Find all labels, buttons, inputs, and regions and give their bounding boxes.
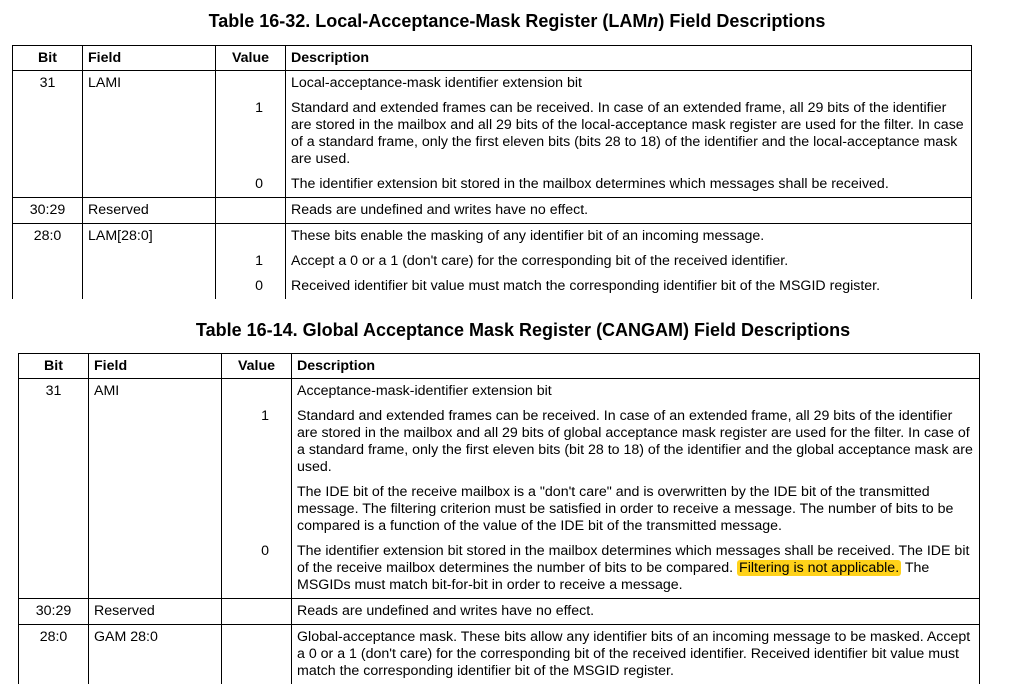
table-row: [19, 480, 980, 539]
description-cell: Global-acceptance mask. These bits allow any identifier bits of an incoming message to be masked. Accept a 0 or a 1 (don't care) for the corresponding bit of the received identifier. Received identifier bit value must match the corresponding identifier bit of the MSGID register.: [292, 625, 980, 685]
value-cell: [222, 599, 292, 625]
description-cell: The IDE bit of the receive mailbox is a "don't care" and is overwritten by the IDE bit of the transmitted message. The filtering criterion must be satisfied in order to receive a message. The number of bits to be compared is a function of the value of the IDE bit of the transmitted message.: [292, 480, 980, 539]
description-cell: Standard and extended frames can be received. In case of an extended frame, all 29 bits of the identifier are stored in the mailbox and all 29 bits of global acceptance mask register are used for the filter. In case of a standard frame, only the first eleven bits (bit 28 to 18) of the identifier and the global acceptance mask are used.: [292, 404, 980, 480]
description-cell: Received identifier bit value must match the corresponding identifier bit of the MSGID register.: [286, 274, 972, 299]
field-cell: Reserved: [89, 599, 222, 625]
description-cell: Acceptance-mask-identifier extension bit: [292, 379, 980, 405]
description-cell: These bits enable the masking of any identifier bit of an incoming message.: [286, 224, 972, 250]
table-row: [13, 71, 972, 97]
header-value: Value: [216, 46, 286, 71]
value-cell: 0: [216, 274, 286, 299]
description-cell: The identifier extension bit stored in the mailbox determines which messages shall be received.: [286, 172, 972, 198]
description-cell: Reads are undefined and writes have no effect.: [292, 599, 980, 625]
table2-header-row: [19, 354, 980, 379]
field-cell: Reserved: [83, 198, 216, 224]
value-cell: [216, 224, 286, 250]
value-cell: 1: [216, 249, 286, 274]
table-row: [13, 249, 972, 274]
value-cell: [222, 480, 292, 539]
description-cell: Standard and extended frames can be received. In case of an extended frame, all 29 bits of the identifier are stored in the mailbox and all 29 bits of the local-acceptance mask register are used for the filter. In case of a standard frame, only the first eleven bits (bits 28 to 18) of the identifier and the local-acceptance mask are used.: [286, 96, 972, 172]
table1: [12, 45, 972, 299]
bit-cell: 28:0: [19, 625, 89, 685]
bit-cell: 31: [19, 379, 89, 405]
value-cell: [216, 71, 286, 97]
value-cell: [216, 198, 286, 224]
header-value: Value: [222, 354, 292, 379]
description-cell: The identifier extension bit stored in the mailbox determines which messages shall be received. The IDE bit of the receive mailbox determines the number of bits to be compared. Filtering is not applicable. The MSGIDs must match bit-for-bit in order to receive a message.: [292, 539, 980, 599]
header-description: Description: [286, 46, 972, 71]
field-cell: LAMI: [83, 71, 216, 97]
description-cell: Accept a 0 or a 1 (don't care) for the corresponding bit of the received identifier.: [286, 249, 972, 274]
table-row: [13, 96, 972, 172]
bit-cell: 30:29: [13, 198, 83, 224]
header-field: Field: [83, 46, 216, 71]
table1-header-row: [13, 46, 972, 71]
field-cell: LAM[28:0]: [83, 224, 216, 250]
table2-caption: Table 16-14. Global Acceptance Mask Register (CANGAM) Field Descriptions: [195, 320, 851, 340]
table-row: [13, 274, 972, 299]
table-row: [19, 625, 980, 685]
table-row: [13, 224, 972, 250]
table2: [18, 353, 980, 684]
header-bit: Bit: [19, 354, 89, 379]
header-bit: Bit: [13, 46, 83, 71]
table-row: [19, 379, 980, 405]
table-row: [19, 404, 980, 480]
header-description: Description: [292, 354, 980, 379]
field-cell: AMI: [89, 379, 222, 405]
table-row: [19, 539, 980, 599]
highlighted-text: Filtering is not applicable.: [739, 560, 900, 576]
value-cell: 1: [222, 404, 292, 480]
description-cell: Reads are undefined and writes have no effect.: [286, 198, 972, 224]
value-cell: 0: [222, 539, 292, 599]
value-cell: 1: [216, 96, 286, 172]
bit-cell: 30:29: [19, 599, 89, 625]
table1-caption: Table 16-32. Local-Acceptance-Mask Register (LAMn) Field Descriptions: [208, 11, 826, 31]
field-cell: GAM 28:0: [89, 625, 222, 685]
bit-cell: 31: [13, 71, 83, 97]
value-cell: [222, 625, 292, 685]
table-row: [19, 599, 980, 625]
value-cell: [222, 379, 292, 405]
description-cell: Local-acceptance-mask identifier extension bit: [286, 71, 972, 97]
bit-cell: 28:0: [13, 224, 83, 250]
value-cell: 0: [216, 172, 286, 198]
table-row: [13, 198, 972, 224]
header-field: Field: [89, 354, 222, 379]
table-row: [13, 172, 972, 198]
